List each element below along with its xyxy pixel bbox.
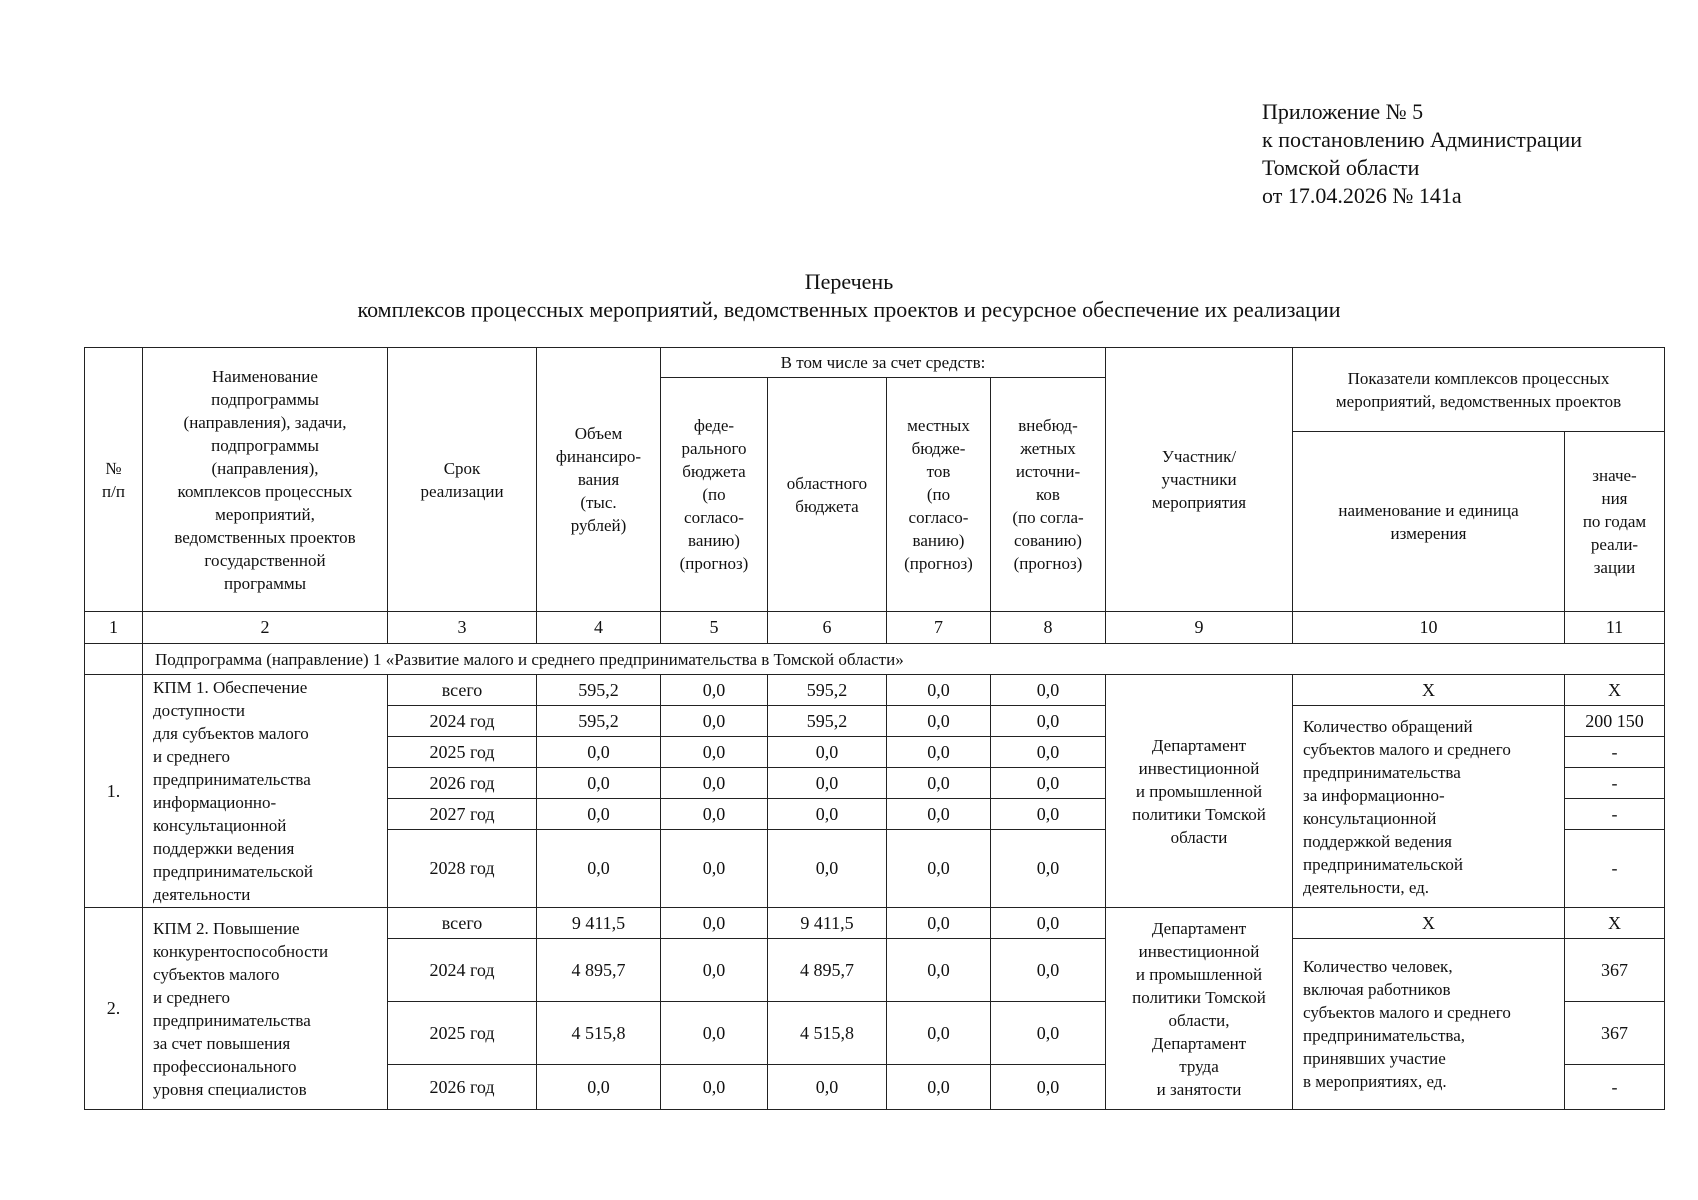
col-number: 5 [661, 612, 768, 644]
federal-cell: 0,0 [661, 675, 768, 706]
extra-cell: 0,0 [991, 706, 1106, 737]
indicator-header-value-cell: Х [1565, 675, 1665, 706]
col-number: 3 [388, 612, 537, 644]
federal-cell: 0,0 [661, 799, 768, 830]
header-regional: областного бюджета [768, 378, 887, 612]
subprogram-row [85, 644, 1665, 675]
federal-cell: 0,0 [661, 939, 768, 1002]
regional-cell: 0,0 [768, 799, 887, 830]
col-number: 2 [143, 612, 388, 644]
term-cell: 2026 год [388, 768, 537, 799]
col-number: 9 [1106, 612, 1293, 644]
col-number: 1 [85, 612, 143, 644]
header-volume: Объем финансиро- вания (тыс. рублей) [537, 348, 661, 612]
volume-cell: 0,0 [537, 1065, 661, 1110]
term-cell: 2028 год [388, 830, 537, 908]
regional-cell: 4 895,7 [768, 939, 887, 1002]
header-participant: Участник/ участники мероприятия [1106, 348, 1293, 612]
header-indicator-values: значе- ния по годам реали- зации [1565, 432, 1665, 612]
indicator-name-cell: Количество человек, включая работников субъектов малого и среднего предпринимательства, принявших участие в мероприятиях, ед. [1293, 939, 1565, 1110]
volume-cell: 595,2 [537, 706, 661, 737]
extra-cell: 0,0 [991, 908, 1106, 939]
volume-cell: 4 515,8 [537, 1002, 661, 1065]
col-number: 11 [1565, 612, 1665, 644]
regional-cell: 595,2 [768, 675, 887, 706]
column-number-row [85, 612, 1665, 644]
indicator-value-cell: - [1565, 768, 1665, 799]
indicator-value-cell: 200 150 [1565, 706, 1665, 737]
table-row [85, 675, 1665, 706]
federal-cell: 0,0 [661, 1002, 768, 1065]
col-number: 10 [1293, 612, 1565, 644]
document-title [0, 268, 1698, 324]
appendix-line: Приложение № 5 [1262, 99, 1424, 124]
regional-cell: 9 411,5 [768, 908, 887, 939]
regional-cell: 595,2 [768, 706, 887, 737]
extra-cell: 0,0 [991, 737, 1106, 768]
local-cell: 0,0 [887, 908, 991, 939]
appendix-line: Томской области [1262, 155, 1420, 180]
local-cell: 0,0 [887, 737, 991, 768]
regional-cell: 0,0 [768, 737, 887, 768]
extra-cell: 0,0 [991, 830, 1106, 908]
block-name: КПМ 1. Обеспечение доступности для субъектов малого и среднего предпринимательства информационно- консультационной поддержки ведения предпринимательской деятельности [143, 675, 388, 908]
indicator-name-cell: Количество обращений субъектов малого и среднего предпринимательства за информационно- консультационной поддержкой ведения предпринимательской деятельности, ед. [1293, 706, 1565, 908]
local-cell: 0,0 [887, 675, 991, 706]
federal-cell: 0,0 [661, 908, 768, 939]
col-number: 7 [887, 612, 991, 644]
appendix-header [1262, 98, 1582, 210]
header-including: В том числе за счет средств: [661, 348, 1106, 378]
regional-cell: 4 515,8 [768, 1002, 887, 1065]
federal-cell: 0,0 [661, 706, 768, 737]
indicator-value-cell: 367 [1565, 939, 1665, 1002]
regional-cell: 0,0 [768, 830, 887, 908]
indicator-value-cell: - [1565, 1065, 1665, 1110]
participant-cell: Департамент инвестиционной и промышленной политики Томской области, Департамент труда и занятости [1106, 908, 1293, 1110]
header-term: Срок реализации [388, 348, 537, 612]
federal-cell: 0,0 [661, 737, 768, 768]
col-number: 4 [537, 612, 661, 644]
regional-cell: 0,0 [768, 768, 887, 799]
indicator-value-cell: - [1565, 737, 1665, 768]
federal-cell: 0,0 [661, 830, 768, 908]
title-line-2: комплексов процессных мероприятий, ведомственных проектов и ресурсное обеспечение их реализации [357, 297, 1341, 322]
indicator-value-cell: - [1565, 830, 1665, 908]
extra-cell: 0,0 [991, 799, 1106, 830]
indicator-header-cell: Х [1293, 675, 1565, 706]
local-cell: 0,0 [887, 799, 991, 830]
subprogram-title: Подпрограмма (направление) 1 «Развитие малого и среднего предпринимательства в Томской области» [143, 644, 1665, 675]
local-cell: 0,0 [887, 830, 991, 908]
volume-cell: 9 411,5 [537, 908, 661, 939]
indicator-value-cell: - [1565, 799, 1665, 830]
term-cell: 2024 год [388, 706, 537, 737]
term-cell: всего [388, 675, 537, 706]
local-cell: 0,0 [887, 768, 991, 799]
volume-cell: 0,0 [537, 737, 661, 768]
title-line-1: Перечень [804, 269, 894, 294]
federal-cell: 0,0 [661, 768, 768, 799]
local-cell: 0,0 [887, 1065, 991, 1110]
federal-cell: 0,0 [661, 1065, 768, 1110]
term-cell: 2026 год [388, 1065, 537, 1110]
volume-cell: 0,0 [537, 768, 661, 799]
local-cell: 0,0 [887, 706, 991, 737]
appendix-line: от 17.04.2026 № 141а [1262, 183, 1462, 208]
indicator-value-cell: 367 [1565, 1002, 1665, 1065]
extra-cell: 0,0 [991, 675, 1106, 706]
indicator-header-cell: Х [1293, 908, 1565, 939]
regional-cell: 0,0 [768, 1065, 887, 1110]
term-cell: 2025 год [388, 1002, 537, 1065]
extra-cell: 0,0 [991, 768, 1106, 799]
table-row [85, 908, 1665, 939]
extra-cell: 0,0 [991, 1002, 1106, 1065]
block-number: 2. [85, 908, 143, 1110]
local-cell: 0,0 [887, 939, 991, 1002]
header-name: Наименование подпрограммы (направления), задачи, подпрограммы (направления), комплексов процессных мероприятий, ведомственных проектов государственной программы [143, 348, 388, 612]
volume-cell: 595,2 [537, 675, 661, 706]
volume-cell: 4 895,7 [537, 939, 661, 1002]
local-cell: 0,0 [887, 1002, 991, 1065]
col-number: 8 [991, 612, 1106, 644]
volume-cell: 0,0 [537, 799, 661, 830]
block-name: КПМ 2. Повышение конкурентоспособности субъектов малого и среднего предпринимательства за счет повышения профессионального уровня специалистов [143, 908, 388, 1110]
header-extra: внебюд- жетных источни- ков (по согла- сованию) (прогноз) [991, 378, 1106, 612]
appendix-line: к постановлению Администрации [1262, 127, 1583, 152]
header-indicator-name: наименование и единица измерения [1293, 432, 1565, 612]
term-cell: 2027 год [388, 799, 537, 830]
header-indicators: Показатели комплексов процессных мероприятий, ведомственных проектов [1293, 348, 1665, 432]
indicator-header-value-cell: Х [1565, 908, 1665, 939]
participant-cell: Департамент инвестиционной и промышленной политики Томской области [1106, 675, 1293, 908]
subprogram-num-cell [85, 644, 143, 675]
block-number: 1. [85, 675, 143, 908]
header-row-1 [85, 348, 1665, 378]
header-local: местных бюдже- тов (по согласо- ванию) (прогноз) [887, 378, 991, 612]
term-cell: 2025 год [388, 737, 537, 768]
term-cell: всего [388, 908, 537, 939]
extra-cell: 0,0 [991, 1065, 1106, 1110]
header-num: № п/п [85, 348, 143, 612]
col-number: 6 [768, 612, 887, 644]
term-cell: 2024 год [388, 939, 537, 1002]
financing-table [84, 347, 1665, 1110]
header-federal: феде- рального бюджета (по согласо- ванию) (прогноз) [661, 378, 768, 612]
volume-cell: 0,0 [537, 830, 661, 908]
extra-cell: 0,0 [991, 939, 1106, 1002]
